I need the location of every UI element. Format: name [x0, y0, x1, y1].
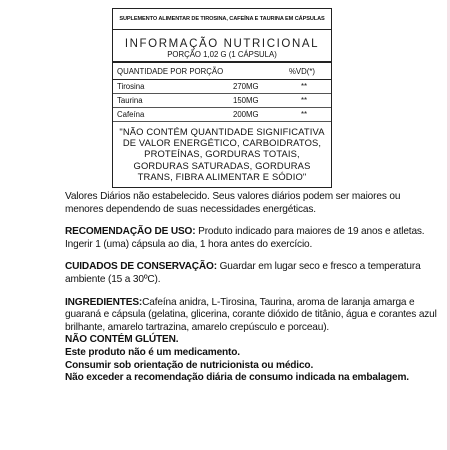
nutrient-row [113, 108, 331, 122]
nutrition-facts-label [112, 8, 332, 188]
label-title: INFORMAÇÃO NUTRICIONAL [124, 38, 320, 50]
gluten-statement: NÃO CONTÉM GLÚTEN. [65, 334, 179, 346]
use-heading: RECOMENDAÇÃO DE USO: [65, 226, 196, 238]
label-header: SUPLEMENTO ALIMENTAR DE TIROSINA, CAFEÍNA E TAURINA EM CÁPSULAS [113, 9, 331, 30]
daily-values-text: Valores Diários não estabelecido. Seus valores diários podem ser maiores ou menores dependendo de suas necessidades energéticas. [65, 191, 401, 215]
col-header-vd: %VD(*) [289, 67, 315, 76]
nutrient-name: Taurina [117, 96, 143, 105]
nutrient-vd: ** [301, 96, 308, 105]
ingredients [65, 297, 437, 335]
ingredients-heading: INGREDIENTES: [65, 296, 143, 308]
warning-consult: Consumir sob orientação de nutricionista ou médico. [65, 359, 314, 371]
warning-dose: Não exceder a recomendação diária de consumo indicada na embalagem. [65, 372, 409, 384]
col-header-quantity: QUANTIDADE POR PORÇÃO [117, 67, 224, 76]
warning-medicine: Este produto não é um medicamento. [65, 346, 240, 358]
label-column-header-row [113, 63, 331, 80]
nutrient-row [113, 94, 331, 108]
label-portion: PORÇÃO 1,02 G (1 CÁPSULA) [113, 50, 331, 63]
nutrient-vd: ** [301, 82, 308, 91]
nutrient-name: Cafeína [117, 110, 145, 119]
use-recommendation [65, 226, 437, 251]
nutrient-row [113, 80, 331, 94]
nutrient-vd: ** [301, 110, 308, 119]
product-information-text [65, 191, 437, 385]
storage-text: Guardar em lugar seco e fresco a temperatura ambiente (15 a 30ºC). [65, 261, 421, 285]
nutrient-amount: 150MG [233, 96, 259, 105]
label-note: "NÃO CONTÉM QUANTIDADE SIGNIFICATIVA DE VALOR ENERGÉTICO, CARBOIDRATOS, PROTEÍNAS, GORDURAS TOTAIS, GORDURAS SATURADAS, GORDURAS TRANS, FIBRA ALIMENTAR E SÓDIO" [119, 126, 325, 182]
nutrient-name: Tirosina [117, 82, 145, 91]
use-text: Produto indicado para maiores de 19 anos e atletas. Ingerir 1 (uma) cápsula ao dia, 1 hora antes do exercício. [65, 226, 425, 250]
storage-heading: CUIDADOS DE CONSERVAÇÃO: [65, 261, 217, 273]
storage-care [65, 261, 437, 286]
nutrient-amount: 200MG [233, 110, 259, 119]
ingredients-text: Cafeína anidra, L-Tirosina, Taurina, aroma de laranja amarga e guaraná e cápsula (gelatina, glicerina, corante dióxido de titânio, água e corantes azul brilhante, amarelo tartrazina, amarelo crepúsculo e porceau). [65, 296, 437, 333]
nutrient-amount: 270MG [233, 82, 259, 91]
